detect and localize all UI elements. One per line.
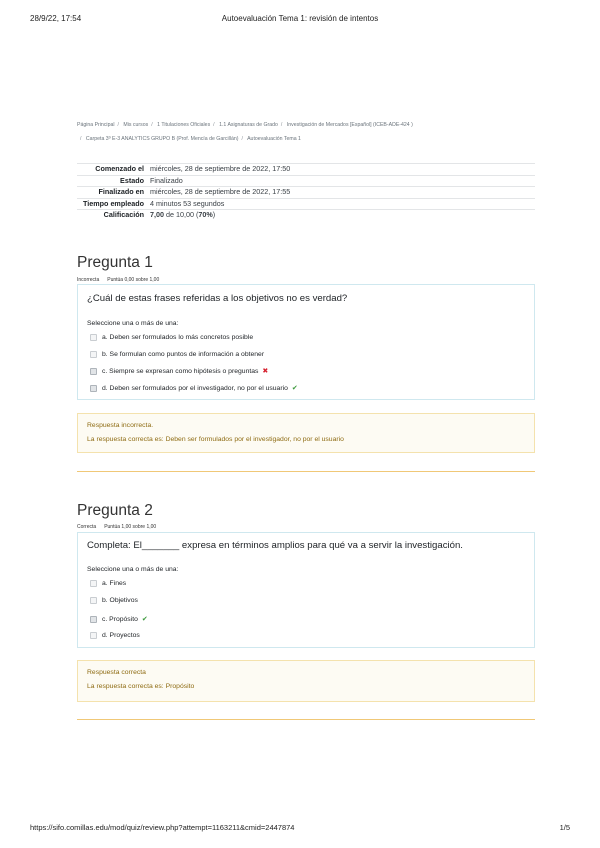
question-grade: Puntúa 1,00 sobre 1,00: [104, 524, 157, 530]
grade-percent: 70%: [198, 210, 213, 220]
answer-option-label: a. Fines: [102, 580, 127, 587]
checkbox[interactable]: [90, 580, 97, 587]
breadcrumb-degree-subjects[interactable]: 1.1 Asignaturas de Grado: [219, 122, 278, 128]
question-2-meta: [77, 524, 156, 530]
answer-option-label: b. Objetivos: [102, 597, 138, 604]
breadcrumb-my-courses[interactable]: Mis cursos: [123, 122, 149, 128]
question-divider: [77, 719, 535, 720]
summary-value: [147, 210, 535, 221]
breadcrumb-separator: /: [280, 122, 283, 128]
question-2-feedback: [77, 660, 535, 702]
grade-close: ): [212, 210, 216, 220]
summary-row-grade: [77, 210, 535, 221]
breadcrumb-course[interactable]: Investigación de Mercados [Español] (ICEB-ADE-424 ): [286, 122, 413, 128]
correct-icon: ✔: [291, 385, 298, 392]
breadcrumb-official-degrees[interactable]: 1 Titulaciones Oficiales: [157, 122, 211, 128]
question-text: ¿Cuál de estas frases referidas a los objetivos no es verdad?: [87, 293, 348, 304]
breadcrumb: [77, 118, 477, 146]
question-state: Correcta: [77, 524, 97, 530]
question-1-title: Pregunta 1: [77, 254, 153, 271]
question-1-box: [77, 284, 535, 400]
answer-option-d[interactable]: [90, 632, 140, 639]
breadcrumb-folder[interactable]: Carpeta 3º E-3 ANALYTICS GRUPO B (Prof. Mencía de Garcillán): [85, 136, 239, 142]
checkbox[interactable]: [90, 597, 97, 604]
print-url: https://sifo.comillas.edu/mod/quiz/review.php?attempt=1163211&cmid=2447874: [30, 823, 295, 832]
breadcrumb-separator: /: [151, 122, 153, 128]
breadcrumb-separator: /: [80, 136, 82, 142]
summary-row-started: [77, 164, 535, 176]
question-2-title: Pregunta 2: [77, 502, 153, 519]
answer-prompt: Seleccione una o más de una:: [87, 566, 179, 573]
answer-option-label: d. Deben ser formulados por el investigador, no por el usuario: [102, 384, 288, 392]
summary-value: Finalizado: [147, 175, 535, 187]
answer-option-label: c. Siempre se expresan como hipótesis o preguntas: [102, 367, 259, 375]
answer-option-b[interactable]: [90, 351, 264, 358]
breadcrumb-separator: /: [213, 122, 215, 128]
answer-option-label: d. Proyectos: [102, 632, 140, 639]
question-2-box: [77, 532, 535, 648]
breadcrumb-separator: /: [117, 122, 119, 128]
answer-option-d[interactable]: [90, 384, 298, 392]
print-title: Autoevaluación Tema 1: revisión de intentos: [221, 14, 379, 23]
summary-value: miércoles, 28 de septiembre de 2022, 17:50: [147, 164, 535, 176]
summary-key: Calificación: [77, 210, 147, 221]
answer-prompt: Seleccione una o más de una:: [87, 320, 179, 327]
grade-score: 7,00: [150, 210, 164, 220]
summary-value: 4 minutos 53 segundos: [147, 198, 535, 210]
attempt-summary-table: [77, 163, 535, 221]
breadcrumb-quiz[interactable]: Autoevaluación Tema 1: [247, 136, 301, 142]
answer-option-b[interactable]: [90, 597, 138, 604]
correct-icon: ✔: [141, 616, 148, 623]
summary-row-time: [77, 198, 535, 210]
summary-value: miércoles, 28 de septiembre de 2022, 17:55: [147, 187, 535, 199]
answer-option-c[interactable]: [90, 367, 268, 375]
checkbox[interactable]: [90, 632, 97, 639]
print-page-number: 1/5: [559, 823, 570, 832]
checkbox[interactable]: [90, 334, 97, 341]
feedback-right-answer: La respuesta correcta es: Propósito: [87, 683, 195, 690]
answer-option-label: c. Propósito: [102, 615, 138, 623]
summary-row-state: [77, 175, 535, 187]
print-date: 28/9/22, 17:54: [30, 14, 82, 23]
checkbox[interactable]: [90, 616, 97, 623]
feedback-right-answer: La respuesta correcta es: Deben ser formulados por el investigador, no por el usuario: [87, 436, 344, 443]
checkbox[interactable]: [90, 385, 97, 392]
question-divider: [77, 471, 535, 472]
breadcrumb-separator: /: [241, 136, 243, 142]
answer-option-label: a. Deben ser formulados lo más concretos posible: [102, 334, 254, 341]
summary-key: Estado: [77, 175, 147, 187]
question-grade: Puntúa 0,00 sobre 1,00: [107, 277, 160, 283]
answer-option-c[interactable]: [90, 615, 148, 623]
question-state: Incorrecta: [77, 277, 100, 283]
question-1-feedback: [77, 413, 535, 453]
question-text: Completa: El_______ expresa en términos amplios para qué va a servir la investigación.: [87, 540, 463, 551]
checkbox[interactable]: [90, 351, 97, 358]
answer-option-a[interactable]: [90, 334, 253, 341]
summary-key: Tiempo empleado: [77, 198, 147, 210]
incorrect-icon: ✖: [262, 368, 269, 375]
feedback-status: Respuesta incorrecta.: [87, 422, 154, 429]
question-1-meta: [77, 277, 159, 283]
answer-option-a[interactable]: [90, 580, 126, 587]
summary-key: Finalizado en: [77, 187, 147, 199]
summary-key: Comenzado el: [77, 164, 147, 176]
feedback-status: Respuesta correcta: [87, 669, 146, 676]
answer-option-label: b. Se formulan como puntos de información a obtener: [102, 351, 265, 358]
checkbox[interactable]: [90, 368, 97, 375]
grade-of: de 10,00 (: [166, 210, 199, 220]
summary-row-finished: [77, 187, 535, 199]
breadcrumb-home[interactable]: Página Principal: [77, 122, 115, 128]
